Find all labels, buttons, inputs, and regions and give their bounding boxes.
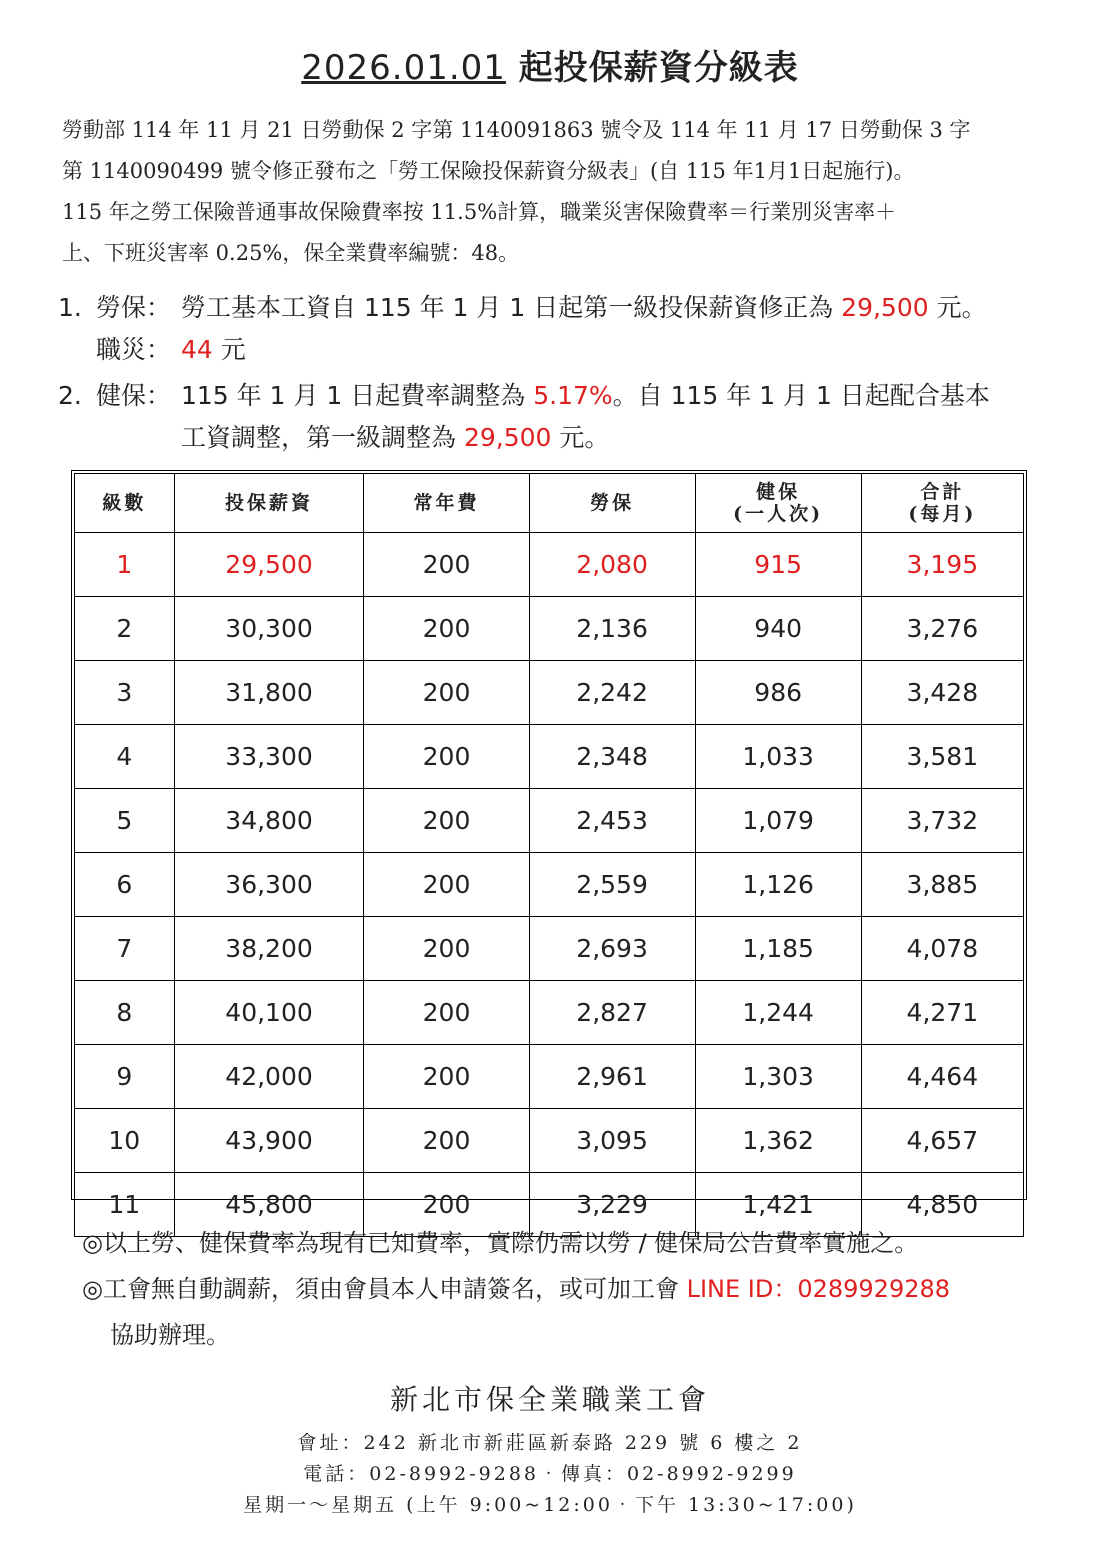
item-number: 2. (58, 381, 82, 410)
table-cell: 1,303 (695, 1045, 861, 1109)
column-header: 合計 (每月) (861, 474, 1023, 533)
table-cell: 1,421 (695, 1173, 861, 1237)
table-cell: 2,453 (529, 789, 695, 853)
table-cell: 200 (364, 981, 529, 1045)
table-cell: 200 (364, 917, 529, 981)
item-unit: 元。 (928, 293, 987, 322)
table-cell: 200 (364, 1045, 529, 1109)
table-cell: 915 (695, 533, 861, 597)
note-2-text: ◎工會無自動調薪，須由會員本人申請簽名，或可加工會 (82, 1275, 687, 1303)
table-cell: 1,033 (695, 725, 861, 789)
table-body (75, 533, 1024, 1237)
table-cell: 3,732 (861, 789, 1023, 853)
item-label: 職災： (96, 335, 172, 364)
table-cell: 4 (75, 725, 175, 789)
table-cell: 940 (695, 597, 861, 661)
table-cell: 2,961 (529, 1045, 695, 1109)
table-cell: 29,500 (174, 533, 364, 597)
health-wage-value: 29,500 (463, 423, 552, 452)
item-unit: 元。 (551, 423, 610, 452)
table-cell: 6 (75, 853, 175, 917)
table-cell: 7 (75, 917, 175, 981)
table-cell: 10 (75, 1109, 175, 1173)
table-row (75, 1109, 1024, 1173)
table-cell: 2,080 (529, 533, 695, 597)
table-cell: 3,229 (529, 1173, 695, 1237)
column-header: 健保 (一人次) (695, 474, 861, 533)
table-cell: 30,300 (174, 597, 364, 661)
table-cell: 200 (364, 789, 529, 853)
table-cell: 2,559 (529, 853, 695, 917)
notes (82, 1220, 1062, 1358)
table-cell: 3,195 (861, 533, 1023, 597)
table-cell: 2 (75, 597, 175, 661)
table-cell: 1,079 (695, 789, 861, 853)
table-cell: 3 (75, 661, 175, 725)
health-insurance-item-cont (58, 417, 1058, 459)
table-cell: 3,095 (529, 1109, 695, 1173)
table-row (75, 725, 1024, 789)
column-header: 勞保 (529, 474, 695, 533)
table-cell: 2,348 (529, 725, 695, 789)
table-row (75, 853, 1024, 917)
table-cell: 34,800 (174, 789, 364, 853)
item-label: 勞保： (96, 293, 172, 322)
intro-line: 上、下班災害率 0.25%，保全業費率編號：48。 (62, 241, 520, 265)
org-address: 會址：242 新北市新莊區新泰路 229 號 6 樓之 2 (297, 1432, 803, 1454)
table-cell: 40,100 (174, 981, 364, 1045)
table-row (75, 789, 1024, 853)
table-cell: 986 (695, 661, 861, 725)
table-cell: 1,244 (695, 981, 861, 1045)
org-name: 新北市保全業職業工會 (389, 1383, 710, 1416)
table-cell: 200 (364, 1173, 529, 1237)
policy-items (58, 287, 1058, 459)
table-cell: 3,428 (861, 661, 1023, 725)
table-cell: 2,693 (529, 917, 695, 981)
table-cell: 1,362 (695, 1109, 861, 1173)
table-row (75, 533, 1024, 597)
table-cell: 4,464 (861, 1045, 1023, 1109)
item-text: 115 年 1 月 1 日起費率調整為 (181, 381, 534, 410)
table-cell: 2,242 (529, 661, 695, 725)
table-cell: 45,800 (174, 1173, 364, 1237)
intro-paragraph (62, 110, 1052, 274)
salary-grade-table (74, 473, 1024, 1237)
column-header: 投保薪資 (174, 474, 364, 533)
table-cell: 4,271 (861, 981, 1023, 1045)
table-cell: 4,657 (861, 1109, 1023, 1173)
labor-insurance-item (58, 287, 1058, 329)
table-cell: 4,850 (861, 1173, 1023, 1237)
occupational-value: 44 (181, 335, 213, 364)
occupational-item (58, 329, 1058, 371)
item-unit: 元 (212, 335, 246, 364)
labor-wage-value: 29,500 (841, 293, 929, 322)
intro-line: 第 1140090499 號令修正發布之「勞工保險投保薪資分級表」(自 115 年1月1日起施行)。 (62, 159, 915, 183)
table-cell: 200 (364, 853, 529, 917)
table-cell: 36,300 (174, 853, 364, 917)
table-row (75, 1045, 1024, 1109)
table-cell: 1,126 (695, 853, 861, 917)
table-cell: 1,185 (695, 917, 861, 981)
table-cell: 1 (75, 533, 175, 597)
table-cell: 3,581 (861, 725, 1023, 789)
footer (0, 1378, 1100, 1521)
column-header: 級數 (75, 474, 175, 533)
table-cell: 200 (364, 661, 529, 725)
item-text: 。自 115 年 1 月 1 日起配合基本 (612, 381, 990, 410)
table-cell: 31,800 (174, 661, 364, 725)
table-cell: 8 (75, 981, 175, 1045)
health-insurance-item (58, 375, 1058, 417)
note-1: ◎以上勞、健保費率為現有已知費率，實際仍需以勞 / 健保局公告費率實施之。 (82, 1229, 919, 1257)
table-cell: 33,300 (174, 725, 364, 789)
table-row (75, 981, 1024, 1045)
item-label: 健保： (96, 381, 172, 410)
table-cell: 43,900 (174, 1109, 364, 1173)
table-header-row (75, 474, 1024, 533)
page-title (0, 40, 1100, 89)
table-row (75, 597, 1024, 661)
table-cell: 200 (364, 533, 529, 597)
intro-line: 勞動部 114 年 11 月 21 日勞動保 2 字第 1140091863 號令及 114 年 11 月 17 日勞動保 3 字 (62, 118, 971, 142)
table-cell: 3,276 (861, 597, 1023, 661)
org-hours: 星期一～星期五 (上午 9:00~12:00‧下午 13:30~17:00) (243, 1494, 857, 1516)
column-header: 常年費 (364, 474, 529, 533)
table-cell: 38,200 (174, 917, 364, 981)
salary-grade-table-frame (71, 470, 1027, 1219)
table-cell: 5 (75, 789, 175, 853)
item-text: 工資調整，第一級調整為 (181, 423, 464, 452)
org-phone: 電話：02-8992-9288‧傳真：02-8992-9299 (303, 1463, 797, 1485)
intro-line: 115 年之勞工保險普通事故保險費率按 11.5%計算，職業災害保險費率＝行業別災害率＋ (62, 200, 897, 224)
table-cell: 9 (75, 1045, 175, 1109)
item-number: 1. (58, 293, 82, 322)
table-cell: 2,827 (529, 981, 695, 1045)
table-row (75, 917, 1024, 981)
note-2 (82, 1266, 1062, 1312)
table-cell: 42,000 (174, 1045, 364, 1109)
note-2-cont: 協助辦理。 (110, 1321, 230, 1349)
table-cell: 3,885 (861, 853, 1023, 917)
line-id: LINE ID：0289929288 (686, 1275, 951, 1303)
item-text: 勞工基本工資自 115 年 1 月 1 日起第一級投保薪資修正為 (181, 293, 842, 322)
table-cell: 200 (364, 1109, 529, 1173)
table-cell: 4,078 (861, 917, 1023, 981)
table-row (75, 661, 1024, 725)
table-cell: 2,136 (529, 597, 695, 661)
health-rate-value: 5.17% (533, 381, 613, 410)
table-cell: 11 (75, 1173, 175, 1237)
table-cell: 200 (364, 725, 529, 789)
title-date: 2026.01.01 (301, 48, 506, 88)
title-text: 起投保薪資分級表 (505, 48, 799, 88)
table-cell: 200 (364, 597, 529, 661)
